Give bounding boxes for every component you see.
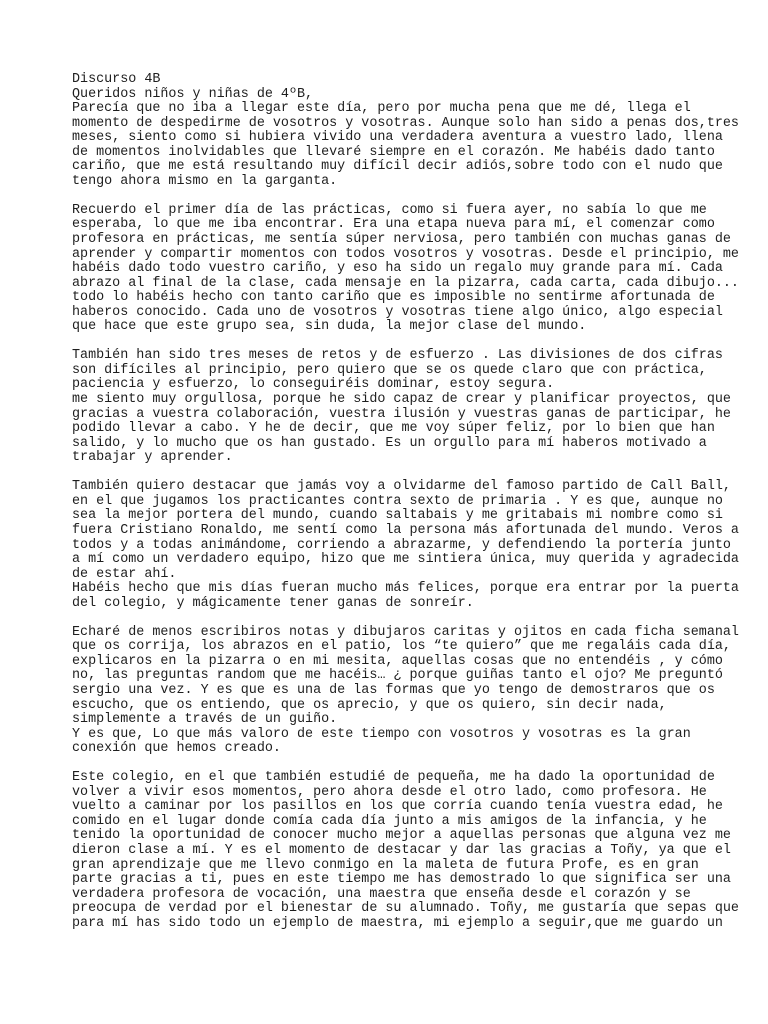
- text-line: aprender y compartir momentos con todos vosotros y vosotras. Desde el principio, me: [72, 246, 739, 262]
- text-line: gran aprendizaje que me llevo conmigo en la maleta de futura Profe, es en gran: [72, 857, 699, 873]
- text-line: parte gracias a ti, pues en este tiempo me has demostrado lo que significa ser una: [72, 872, 731, 888]
- text-line: todo lo habéis hecho con tanto cariño que es imposible no sentirme afortunada de: [72, 290, 715, 306]
- text-line: Recuerdo el primer día de las prácticas, como si fuera ayer, no sabía lo que me: [72, 202, 707, 218]
- text-line: gracias a vuestra colaboración, vuestra ilusión y vuestras ganas de participar, he: [72, 406, 731, 422]
- text-line: de estar ahí.: [72, 566, 177, 582]
- text-line: haberos conocido. Cada uno de vosotros y vosotras tiene algo único, algo especial: [72, 304, 723, 320]
- text-line: tenido la oportunidad de conocer mucho mejor a aquellas personas que alguna vez me: [72, 828, 731, 844]
- paragraph-gap: [72, 757, 732, 772]
- text-line: cariño, que me está resultando muy difícil decir adiós,sobre todo con el nudo que: [72, 159, 723, 175]
- text-line: conexión que hemos creado.: [72, 741, 281, 757]
- text-line: son difíciles al principio, pero quiero que se os quede claro que con práctica,: [72, 362, 707, 378]
- paragraph: [72, 624, 739, 757]
- text-line: para mí has sido todo un ejemplo de maestra, mi ejemplo a seguir,que me guardo un: [72, 915, 723, 931]
- paragraph-gap: [72, 189, 732, 204]
- text-line: que hace que este grupo sea, sin duda, la mejor clase del mundo.: [72, 319, 587, 335]
- document-paragraphs: [72, 86, 739, 932]
- document-title: Discurso 4B: [72, 72, 161, 87]
- text-line: preocupa de verdad por el bienestar de su alumnado. Toñy, me gustaría que sepas que: [72, 901, 739, 917]
- text-line: sergio una vez. Y es que es una de las formas que yo tengo de demostraros que os: [72, 682, 715, 698]
- text-line: trabajar y aprender.: [72, 450, 233, 466]
- text-line: También han sido tres meses de retos y de esfuerzo . Las divisiones de dos cifras: [72, 348, 723, 364]
- text-line: simplemente a través de un guiño.: [72, 712, 338, 728]
- text-line: habéis dado todo vuestro cariño, y eso ha sido un regalo muy grande para mí. Cada: [72, 261, 723, 277]
- text-line: Y es que, Lo que más valoro de este tiempo con vosotros y vosotras es la gran: [72, 726, 691, 742]
- text-line: comido en el lugar donde comía cada día junto a mis amigos de la infancia, y he: [72, 813, 707, 829]
- text-line: dieron clase a mí. Y es el momento de destacar y dar las gracias a Toñy, ya que el: [72, 842, 731, 858]
- text-line: verdadera profesora de vocación, una maestra que enseña desde el corazón y se: [72, 886, 691, 902]
- text-line: Este colegio, en el que también estudié de pequeña, me ha dado la oportunidad de: [72, 770, 715, 786]
- text-line: tengo ahora mismo en la garganta.: [72, 173, 338, 189]
- text-line: no, las preguntas random que me hacéis… ¿ porque guiñas tanto el ojo? Me preguntó: [72, 668, 723, 684]
- paragraph-gap: [72, 466, 732, 481]
- text-line: de momentos inolvidables que llevaré siempre en el corazón. Me habéis dado tanto: [72, 144, 715, 160]
- text-line: podido llevar a cabo. Y he de decir, que me voy súper feliz, por lo bien que han: [72, 421, 715, 437]
- text-line: en el que jugamos los practicantes contra sexto de primaria . Y es que, aunque no: [72, 493, 723, 509]
- paragraph: [72, 86, 739, 190]
- text-line: profesora en prácticas, me sentía súper nerviosa, pero también con muchas ganas de: [72, 232, 731, 248]
- text-line: que os corrija, los abrazos en el patio, los “te quiero” que me regaláis cada día,: [72, 639, 731, 655]
- paragraph: [72, 770, 739, 931]
- text-line: todos y a todas animándome, corriendo a abrazarme, y defendiendo la portería junto: [72, 537, 731, 553]
- text-line: explicaros en la pizarra o en mi mesita, aquellas cosas que no entendéis , y cómo: [72, 653, 723, 669]
- text-line: a mí como un verdadero equipo, hizo que me sintiera única, muy querida y agradecida: [72, 552, 739, 568]
- text-line: momento de despedirme de vosotros y vosotras. Aunque solo han sido a penas dos,tres: [72, 115, 739, 131]
- text-line: sea la mejor portera del mundo, cuando saltabais y me gritabais mi nombre como si: [72, 508, 723, 524]
- paragraph: [72, 202, 739, 335]
- document-body: [72, 72, 739, 931]
- paragraph-gap: [72, 611, 732, 626]
- paragraph: [72, 479, 739, 611]
- text-line: meses, siento como si hubiera vivido una verdadera aventura a vuestro lado, llena: [72, 130, 723, 146]
- text-line: Queridos niños y niñas de 4ºB,: [72, 86, 314, 102]
- text-line: volver a vivir esos momentos, pero ahora desde el otro lado, como profesora. He: [72, 784, 707, 800]
- text-line: salido, y lo mucho que os han gustado. Es un orgullo para mí haberos motivado a: [72, 435, 707, 451]
- text-line: fuera Cristiano Ronaldo, me sentí como la persona más afortunada del mundo. Veros a: [72, 522, 739, 538]
- paragraph: [72, 349, 732, 465]
- text-line: paciencia y esfuerzo, lo conseguiréis dominar, estoy segura.: [72, 377, 555, 393]
- text-line: Echaré de menos escribiros notas y dibujaros caritas y ojitos en cada ficha semanal: [72, 624, 739, 640]
- text-line: También quiero destacar que jamás voy a olvidarme del famoso partido de Call Ball,: [72, 479, 731, 495]
- text-line: abrazo al final de la clase, cada mensaje en la pizarra, cada carta, cada dibujo...: [72, 275, 739, 291]
- text-line: Habéis hecho que mis días fueran mucho más felices, porque era entrar por la puerta: [72, 581, 739, 597]
- text-line: del colegio, y mágicamente tener ganas de sonreír.: [72, 595, 474, 611]
- text-line: esperaba, lo que me iba encontrar. Era una etapa nueva para mí, el comenzar como: [72, 217, 715, 233]
- text-line: escucho, que os entiendo, que os aprecio, y que os quiero, sin decir nada,: [72, 697, 667, 713]
- text-line: me siento muy orgullosa, porque he sido capaz de crear y planificar proyectos, que: [72, 392, 731, 408]
- paragraph-gap: [72, 335, 732, 350]
- text-line: Parecía que no iba a llegar este día, pero por mucha pena que me dé, llega el: [72, 101, 691, 117]
- text-line: vuelto a caminar por los pasillos en los que corría cuando tenía vuestra edad, he: [72, 799, 723, 815]
